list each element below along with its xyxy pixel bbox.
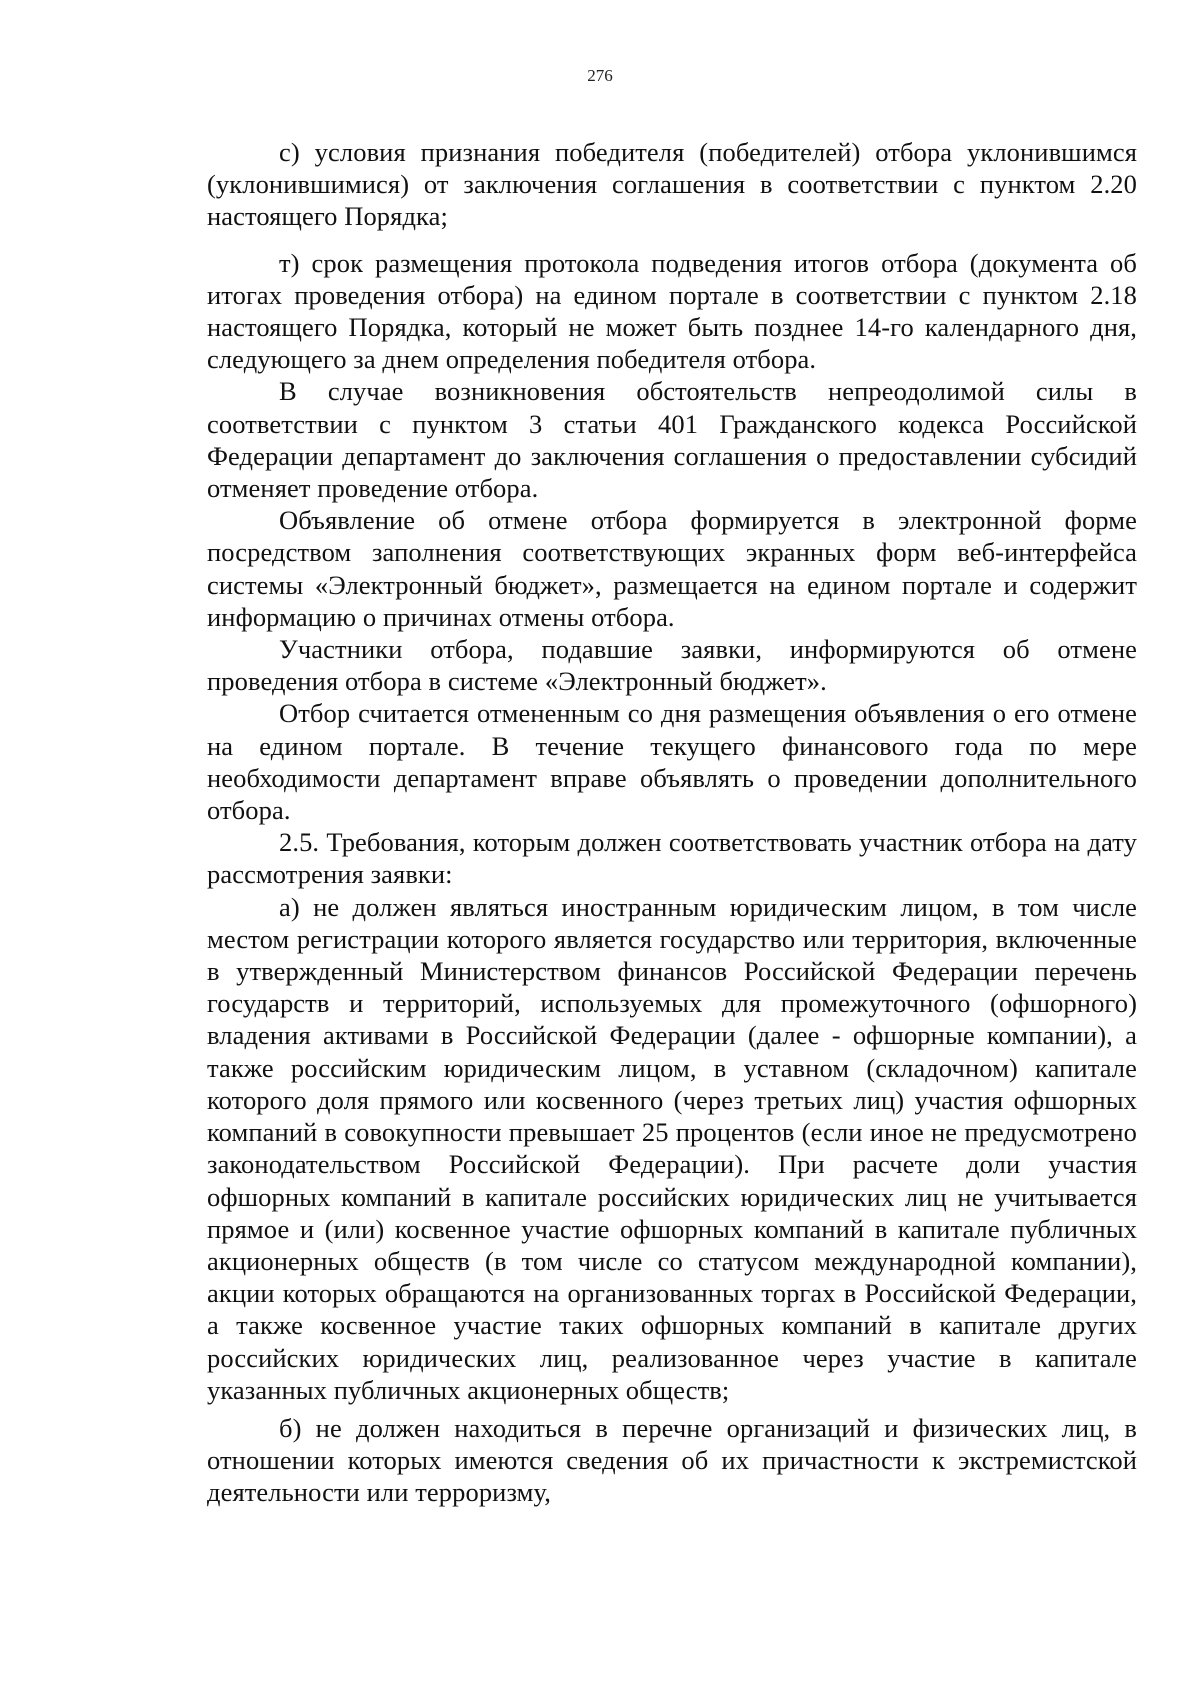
paragraph-section-2-5: 2.5. Требования, которым должен соответствовать участник отбора на дату рассмотрения заявки: <box>207 827 1137 890</box>
document-body <box>207 136 1137 1509</box>
paragraph-item-t: т) срок размещения протокола подведения итогов отбора (документа об итогах проведения отбора) на едином портале в соответствии с пунктом 2.18 настоящего Порядка, который не может быть позднее 14-го календарного дня, следующего за днем определения победителя отбора. <box>207 247 1137 375</box>
paragraph-cancellation-notice: Объявление об отмене отбора формируется в электронной форме посредством заполнения соответствующих экранных форм веб-интерфейса системы «Электронный бюджет», размещается на едином портале и содержит информацию о причинах отмены отбора. <box>207 505 1137 632</box>
paragraph-item-a: а) не должен являться иностранным юридическим лицом, в том числе местом регистрации которого является государство или территория, включенные в утвержденный Министерством финансов Российской Федерации перечень государств и территорий, используемых для промежуточного (офшорного) владения активами в Российской Федерации (далее - офшорные компании), а также российским юридическим лицом, в уставном (складочном) капитале которого доля прямого или косвенного (через третьих лиц) участия офшорных компаний в совокупности превышает 25 процентов (если иное не предусмотрено законодательством Российской Федерации). При расчете доли участия офшорных компаний в капитале российских юридических лиц не учитывается прямое и (или) косвенное участие офшорных компаний в капитале публичных акционерных обществ (в том числе со статусом международной компании), акции которых обращаются на организованных торгах в Российской Федерации, а также косвенное участие таких офшорных компаний в капитале других российских юридических лиц, реализованное через участие в капитале указанных публичных акционерных обществ; <box>207 891 1137 1405</box>
paragraph-item-s: с) условия признания победителя (победителей) отбора уклонившимся (уклонившимися) от заключения соглашения в соответствии с пунктом 2.20 настоящего Порядка; <box>207 137 1137 232</box>
paragraph-force-majeure: В случае возникновения обстоятельств непреодолимой силы в соответствии с пунктом 3 статьи 401 Гражданского кодекса Российской Федерации департамент до заключения соглашения о предоставлении субсидий отменяет проведение отбора. <box>207 376 1137 504</box>
paragraph-cancellation-effective: Отбор считается отмененным со дня размещения объявления о его отмене на едином портале. В течение текущего финансового года по мере необходимости департамент вправе объявлять о проведении дополнительного отбора. <box>207 698 1137 826</box>
page-number: 276 <box>587 66 613 85</box>
paragraph-item-b: б) не должен находиться в перечне организаций и физических лиц, в отношении которых имеются сведения об их причастности к экстремистской деятельности или терроризму, <box>207 1412 1137 1508</box>
paragraph-participants-informed: Участники отбора, подавшие заявки, информируются об отмене проведения отбора в системе «Электронный бюджет». <box>207 634 1137 697</box>
